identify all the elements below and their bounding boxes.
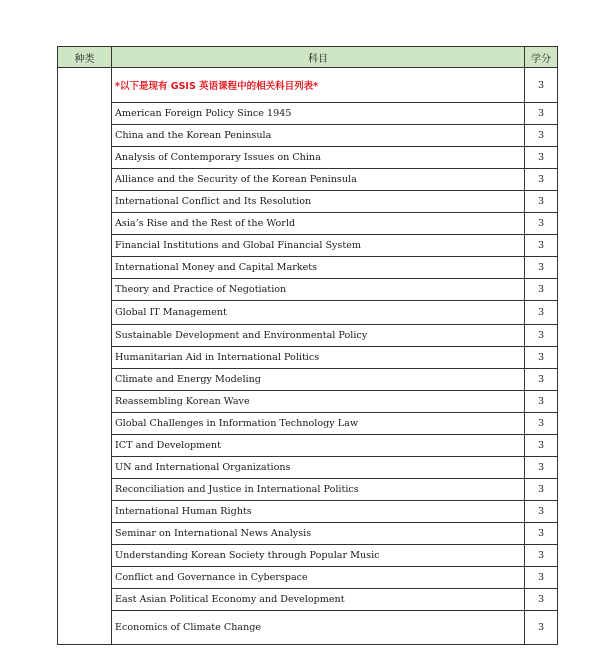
table-row	[58, 235, 558, 257]
table-body	[58, 68, 558, 645]
course-credit: 3	[525, 567, 558, 589]
table-row	[58, 125, 558, 147]
table-header	[58, 47, 558, 68]
table-row	[58, 391, 558, 413]
course-name: Reconciliation and Justice in International Politics	[112, 479, 525, 501]
course-name: Conflict and Governance in Cyberspace	[112, 567, 525, 589]
header-course: 科目	[112, 47, 525, 68]
course-name: Seminar on International News Analysis	[112, 523, 525, 545]
course-name: UN and International Organizations	[112, 457, 525, 479]
table-row	[58, 457, 558, 479]
table-row	[58, 589, 558, 611]
table-row	[58, 213, 558, 235]
course-credit: 3	[525, 501, 558, 523]
note-row	[58, 68, 558, 103]
course-credit: 3	[525, 213, 558, 235]
course-table	[57, 46, 558, 645]
table-row	[58, 347, 558, 369]
course-name: Alliance and the Security of the Korean Peninsula	[112, 169, 525, 191]
table-row	[58, 147, 558, 169]
table-row	[58, 169, 558, 191]
course-credit: 3	[525, 147, 558, 169]
course-credit: 3	[525, 479, 558, 501]
course-name: China and the Korean Peninsula	[112, 125, 525, 147]
course-name: International Money and Capital Markets	[112, 257, 525, 279]
course-credit: 3	[525, 457, 558, 479]
course-credit: 3	[525, 103, 558, 125]
course-credit: 3	[525, 523, 558, 545]
course-name: American Foreign Policy Since 1945	[112, 103, 525, 125]
table-row	[58, 501, 558, 523]
course-name: ICT and Development	[112, 435, 525, 457]
course-name: Theory and Practice of Negotiation	[112, 279, 525, 301]
course-name: East Asian Political Economy and Development	[112, 589, 525, 611]
table-row	[58, 567, 558, 589]
table-row	[58, 103, 558, 125]
category-cell	[58, 68, 112, 645]
course-credit: 3	[525, 391, 558, 413]
table-row	[58, 325, 558, 347]
table-row	[58, 413, 558, 435]
course-name: Climate and Energy Modeling	[112, 369, 525, 391]
course-credit: 3	[525, 369, 558, 391]
course-name: Analysis of Contemporary Issues on China	[112, 147, 525, 169]
course-credit: 3	[525, 279, 558, 301]
course-name: Sustainable Development and Environmental Policy	[112, 325, 525, 347]
course-credit: 3	[525, 347, 558, 369]
course-name: International Conflict and Its Resolution	[112, 191, 525, 213]
course-name: Financial Institutions and Global Financial System	[112, 235, 525, 257]
course-credit: 3	[525, 257, 558, 279]
note-text: *以下是现有 GSIS 英语课程中的相关科目列表*	[112, 68, 525, 103]
table-row	[58, 545, 558, 567]
table-row	[58, 435, 558, 457]
table-row	[58, 191, 558, 213]
course-name: Global IT Management	[112, 301, 525, 325]
course-name: Reassembling Korean Wave	[112, 391, 525, 413]
table-row	[58, 523, 558, 545]
table-row	[58, 369, 558, 391]
header-category: 种类	[58, 47, 112, 68]
course-credit: 3	[525, 169, 558, 191]
course-credit: 3	[525, 589, 558, 611]
course-name: Humanitarian Aid in International Politics	[112, 347, 525, 369]
course-name: Economics of Climate Change	[112, 611, 525, 645]
course-name: International Human Rights	[112, 501, 525, 523]
header-row	[58, 47, 558, 68]
note-credit: 3	[525, 68, 558, 103]
course-credit: 3	[525, 545, 558, 567]
course-credit: 3	[525, 301, 558, 325]
course-credit: 3	[525, 191, 558, 213]
table-row	[58, 279, 558, 301]
course-credit: 3	[525, 413, 558, 435]
table-row	[58, 611, 558, 645]
course-credit: 3	[525, 125, 558, 147]
course-credit: 3	[525, 435, 558, 457]
table-row	[58, 257, 558, 279]
course-name: Understanding Korean Society through Popular Music	[112, 545, 525, 567]
table-row	[58, 479, 558, 501]
course-name: Global Challenges in Information Technology Law	[112, 413, 525, 435]
course-credit: 3	[525, 325, 558, 347]
course-credit: 3	[525, 235, 558, 257]
course-credit: 3	[525, 611, 558, 645]
header-credit: 学分	[525, 47, 558, 68]
course-name: Asia’s Rise and the Rest of the World	[112, 213, 525, 235]
table-row	[58, 301, 558, 325]
